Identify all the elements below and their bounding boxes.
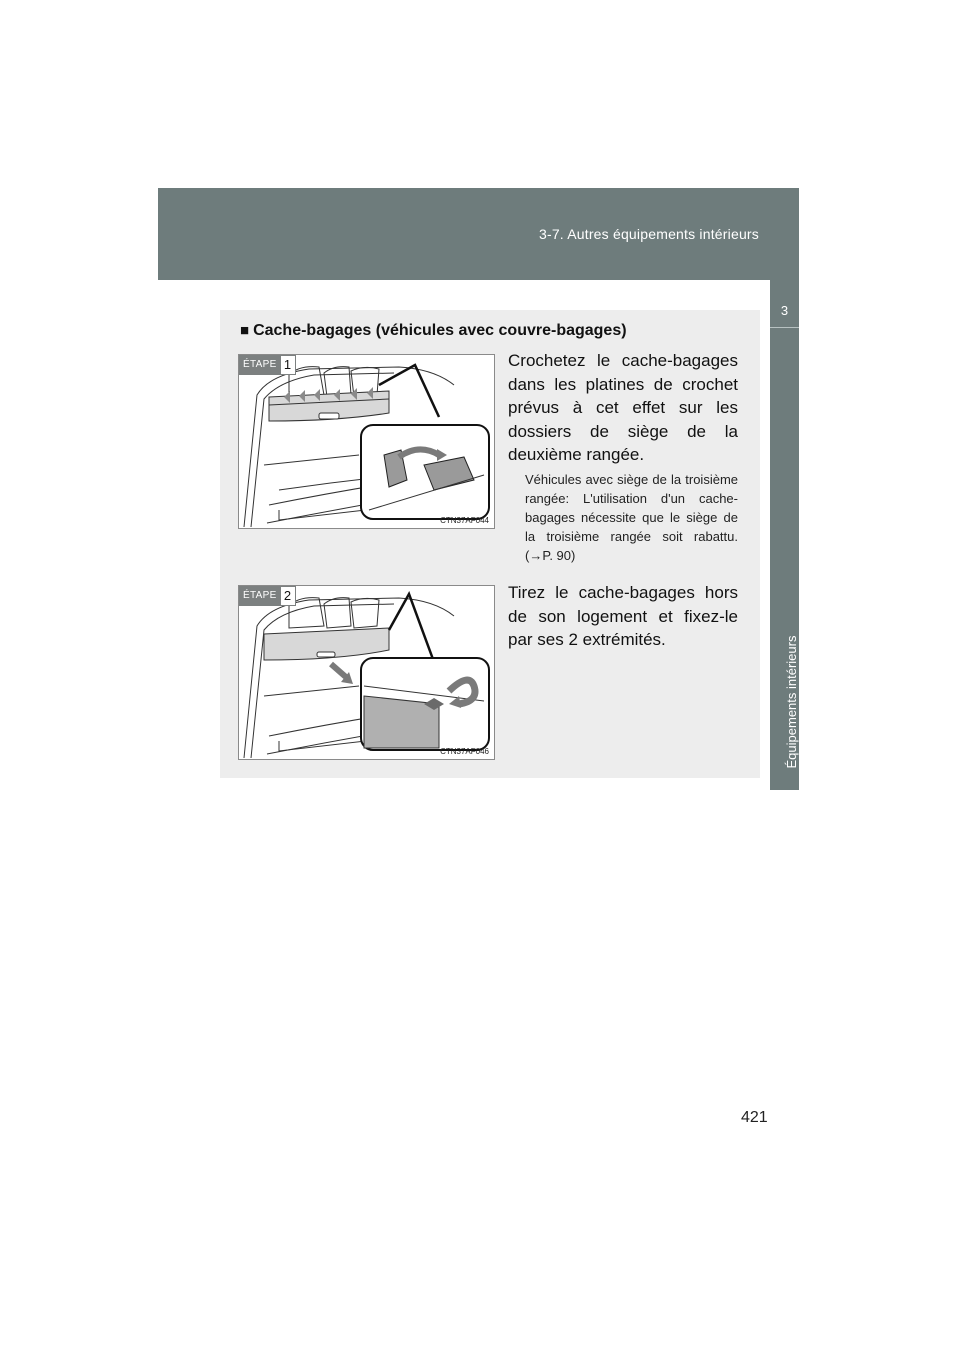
step2-badge (239, 586, 296, 606)
step2-word: ÉTAPE (239, 586, 281, 606)
step1-badge (239, 355, 296, 375)
step1-instruction: Crochetez le cache-bagages dans les platines de crochet prévus à cet effet sur les dossiers de siège de la deuxième rangée. (508, 351, 738, 464)
bullet-square-icon: ■ (240, 322, 250, 339)
content-panel (220, 310, 760, 778)
section-heading (240, 322, 627, 340)
step2-figure-code: CTN37AF046 (440, 747, 489, 756)
cargo-cover-pull-illustration (239, 586, 494, 759)
chapter-title: Équipements intérieurs (784, 635, 799, 769)
cargo-cover-hook-illustration (239, 355, 494, 528)
step1-note: Véhicules avec siège de la troisième rangée: L'utilisation d'un cache-bagages nécessite que le siège de la troisième rangée soit rabattu. (→P. 90) (525, 472, 738, 563)
chapter-divider (770, 327, 799, 328)
step1-number: 1 (281, 355, 296, 375)
chapter-number: 3 (780, 303, 789, 318)
page-number: 421 (741, 1109, 768, 1126)
chapter-side-tab (770, 280, 799, 790)
step1-illustration (238, 354, 495, 529)
header-band (158, 188, 799, 280)
step2-illustration (238, 585, 495, 760)
step2-number: 2 (281, 586, 296, 606)
section-header-title: 3-7. Autres équipements intérieurs (538, 226, 759, 242)
step1-word: ÉTAPE (239, 355, 281, 375)
section-heading-text: Cache-bagages (véhicules avec couvre-bagages) (253, 322, 627, 339)
step2-instruction: Tirez le cache-bagages hors de son logement et fixez-le par ses 2 extrémités. (508, 583, 738, 649)
step1-figure-code: CTN37AF044 (440, 516, 489, 525)
